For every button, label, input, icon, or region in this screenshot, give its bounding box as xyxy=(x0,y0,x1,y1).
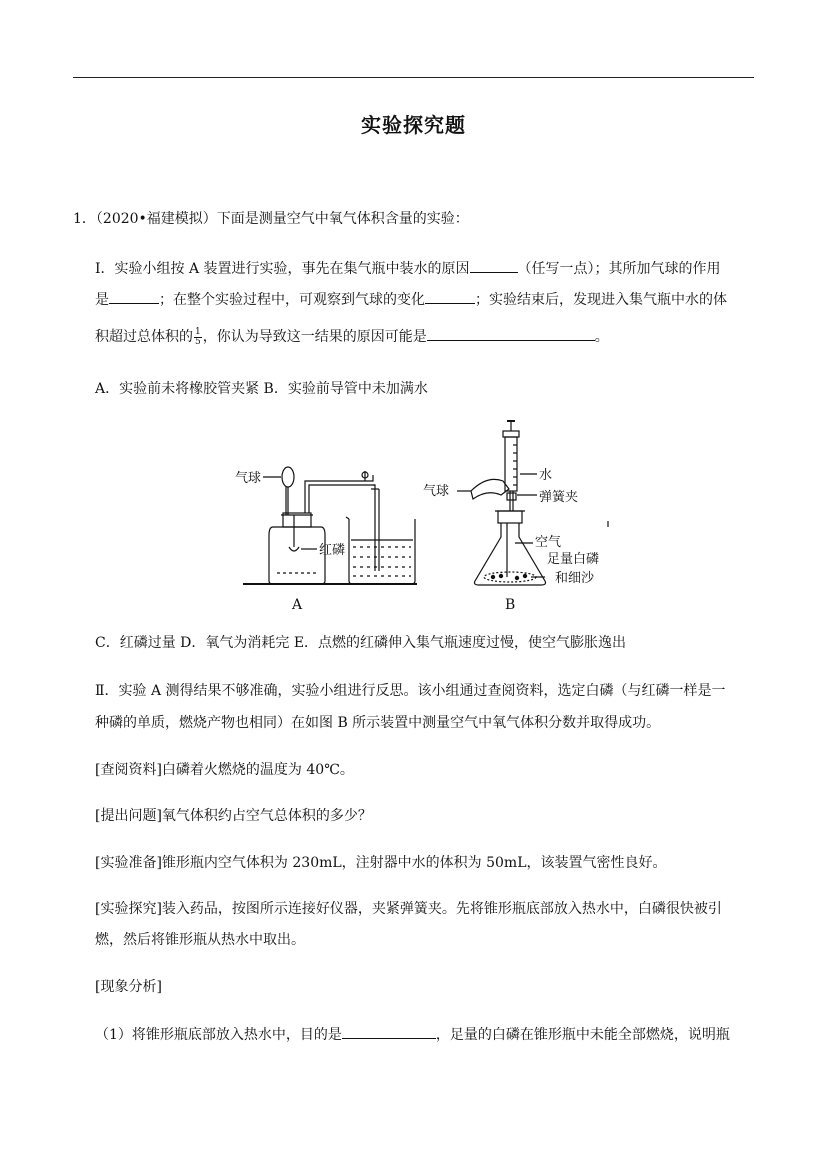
label-air: 空气 xyxy=(535,535,562,550)
fraction-numerator: 1 xyxy=(195,326,201,337)
answer-blank[interactable] xyxy=(470,258,518,273)
label-balloon-a: 气球 xyxy=(235,471,262,486)
part1-text: 是 xyxy=(95,292,109,308)
answer-blank[interactable] xyxy=(109,289,159,304)
label-balloon-b: 气球 xyxy=(423,484,450,499)
consult-info: [查阅资料]白磷着火燃烧的温度为 40℃。 xyxy=(95,762,354,778)
part1-line3 xyxy=(95,326,609,347)
part1-text: ，你认为导致这一结果的原因可能是 xyxy=(202,329,427,345)
apparatus-diagram xyxy=(225,415,625,615)
label-white-phosphorus: 足量白磷 xyxy=(547,552,600,567)
page-title: 实验探究题 xyxy=(361,113,466,137)
label-apparatus-a: A xyxy=(292,597,303,613)
part1-text: 积超过总体积的 xyxy=(95,329,193,345)
label-spring-clamp: 弹簧夹 xyxy=(539,490,579,505)
pose-question: [提出问题]氧气体积约占空气总体积的多少？ xyxy=(95,808,372,824)
options-cde: C．红磷过量 D．氧气为消耗完 E．点燃的红磷伸入集气瓶速度过慢，使空气膨胀逸出 xyxy=(95,635,627,651)
label-apparatus-b: B xyxy=(505,597,516,613)
part1-line2 xyxy=(95,289,727,310)
part1-text: （任写一点）；其所加气球的作用 xyxy=(517,261,721,277)
experiment-explore-2: 燃，然后将锥形瓶从热水中取出。 xyxy=(95,932,305,948)
fraction-denominator: 5 xyxy=(195,336,201,347)
part1-text: 。 xyxy=(594,329,609,345)
subquestion-1 xyxy=(95,1024,730,1045)
part1-text: ；实验结束后，发现进入集气瓶中水的体 xyxy=(475,292,727,308)
header-rule xyxy=(73,77,754,78)
part1-text: ；在整个实验过程中，可观察到气球的变化 xyxy=(159,292,425,308)
label-water: 水 xyxy=(539,468,553,483)
part2-line2: 种磷的单质，燃烧产物也相同）在如图 B 所示装置中测量空气中氧气体积分数并取得成功。 xyxy=(95,715,661,731)
apparatus-figure xyxy=(225,415,625,615)
answer-blank[interactable] xyxy=(342,1024,436,1039)
label-red-phosphorus: 红磷 xyxy=(319,543,346,558)
part1-text: Ⅰ．实验小组按 A 装置进行实验，事先在集气瓶中装水的原因 xyxy=(95,261,470,277)
part1-line1 xyxy=(95,258,721,279)
subquestion-text: ，足量的白磷在锥形瓶中未能全部燃烧，说明瓶 xyxy=(435,1027,730,1043)
experiment-prep: [实验准备]锥形瓶内空气体积为 230mL，注射器中水的体积为 50mL，该装置气密性良好。 xyxy=(95,855,667,871)
fraction xyxy=(194,328,202,347)
question-intro: 1．（2020•福建模拟）下面是测量空气中氧气体积含量的实验： xyxy=(73,211,469,227)
apparatus-a xyxy=(243,467,417,584)
options-ab: A．实验前未将橡胶管夹紧 B．实验前导管中未加满水 xyxy=(95,381,428,397)
part2-line1: Ⅱ．实验 A 测得结果不够准确，实验小组进行反思。该小组通过查阅资料，选定白磷（与红磷一样是一 xyxy=(95,683,726,699)
phenomenon-analysis: [现象分析] xyxy=(95,979,162,995)
subquestion-text: （1）将锥形瓶底部放入热水中，目的是 xyxy=(95,1027,342,1043)
experiment-explore-1: [实验探究]装入药品，按图所示连接好仪器，夹紧弹簧夹。先将锥形瓶底部放入热水中，白磷很快被引 xyxy=(95,901,722,917)
label-sand: 和细沙 xyxy=(555,571,595,586)
answer-blank[interactable] xyxy=(425,289,475,304)
answer-blank[interactable] xyxy=(427,326,595,341)
